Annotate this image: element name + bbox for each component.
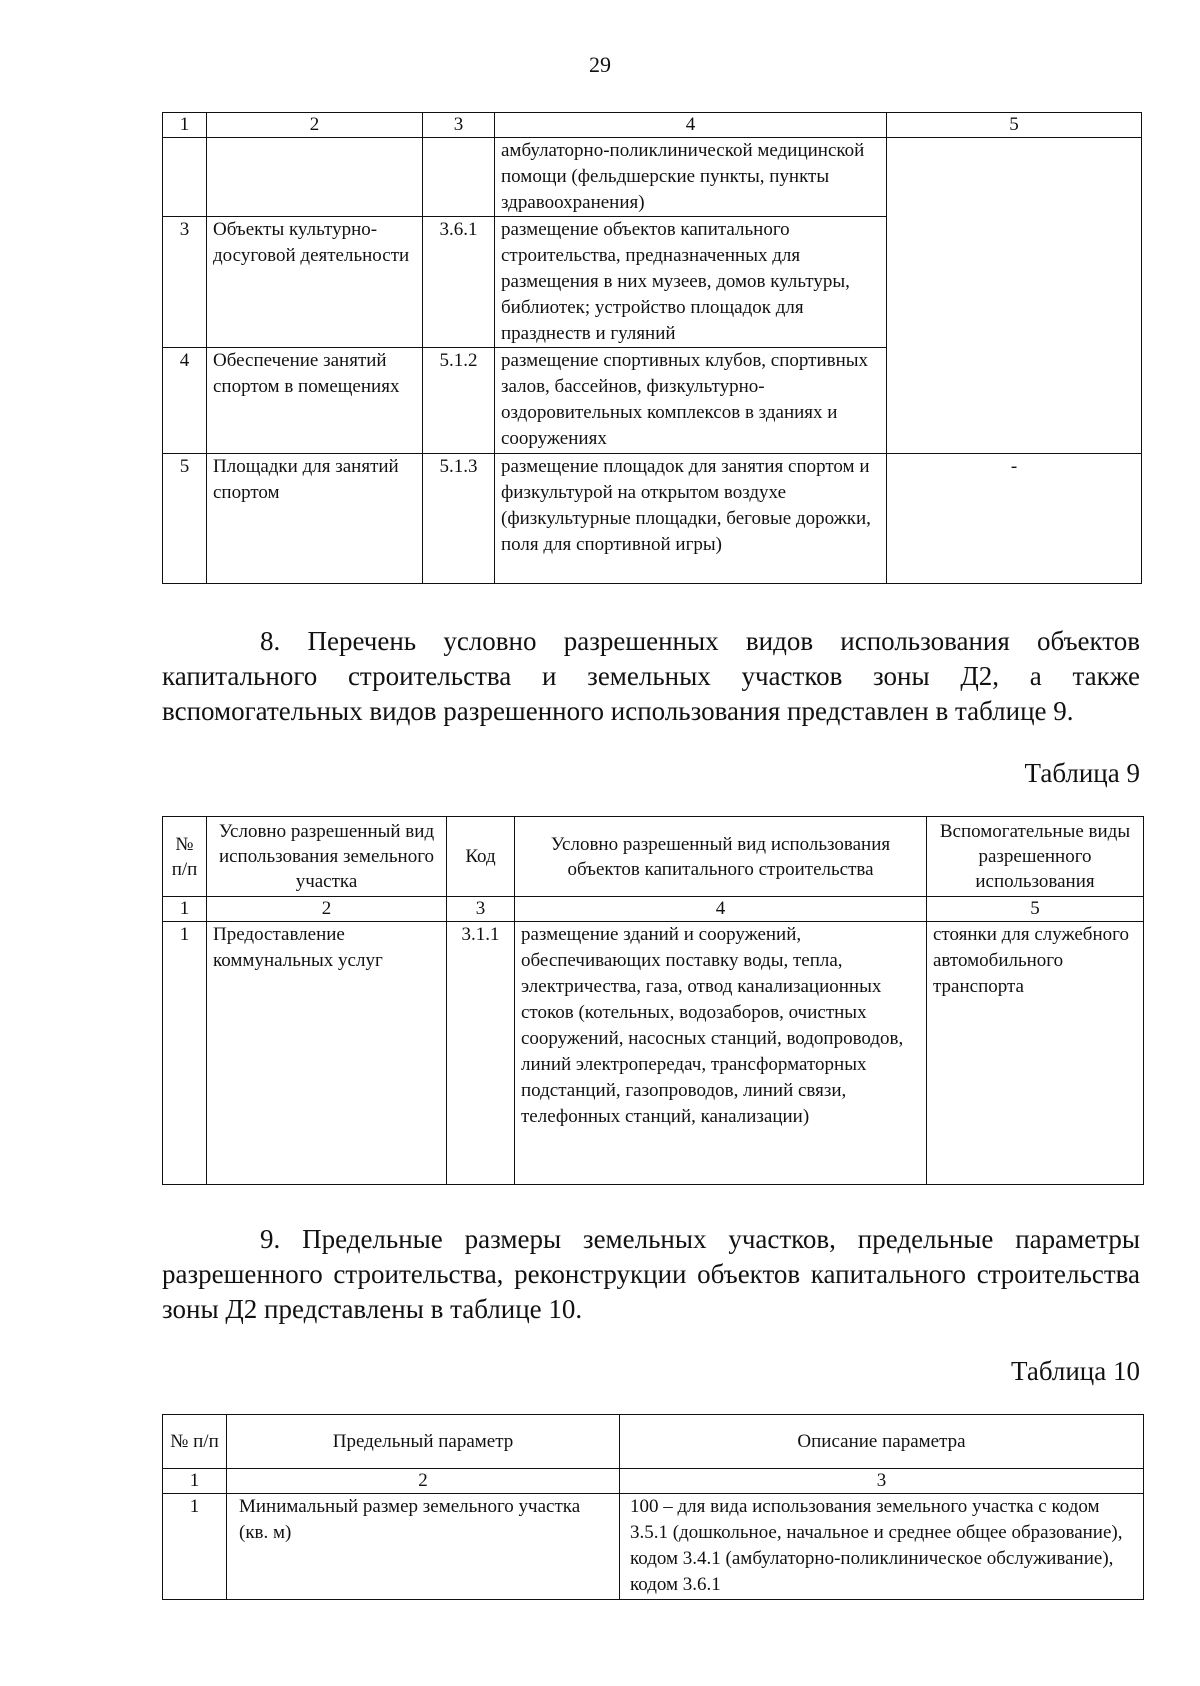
row-description: амбулаторно-поликлинической медицинской помощи (фельдшерские пункты, пункты здравоохранения) bbox=[495, 138, 887, 217]
row-number: 1 bbox=[163, 1494, 227, 1600]
row-description: 100 – для вида использования земельного участка с кодом 3.5.1 (дошкольное, начальное и среднее общее образование), кодом 3.4.1 (амбулаторно-поликлиническое обслуживание), кодом 3.6.1 bbox=[620, 1494, 1144, 1600]
table-number-row bbox=[163, 1469, 1144, 1494]
table-10 bbox=[162, 1414, 1144, 1600]
col-number: 3 bbox=[423, 113, 495, 138]
row-description: размещение зданий и сооружений, обеспечивающих поставку воды, тепла, электричества, газа, отвод канализационных стоков (котельных, водозаборов, очистных сооружений, насосных станций, водопроводов, линий электропередач, трансформаторных подстанций, газопроводов, линий связи, телефонных станций, канализации) bbox=[515, 922, 927, 1185]
table-header-row bbox=[163, 817, 1144, 897]
page-number: 29 bbox=[589, 52, 611, 77]
row-name: Площадки для занятий спортом bbox=[207, 454, 423, 584]
row-aux: стоянки для служебного автомобильного транспорта bbox=[927, 922, 1144, 1185]
row-number: 4 bbox=[163, 348, 207, 454]
row-description: размещение площадок для занятия спортом и физкультурой на открытом воздухе (физкультурные площадки, беговые дорожки, поля для спортивной игры) bbox=[495, 454, 887, 584]
col-number: 5 bbox=[887, 113, 1142, 138]
row-number: 1 bbox=[163, 922, 207, 1185]
header-parameter: Предельный параметр bbox=[227, 1415, 620, 1469]
table-number-row bbox=[163, 897, 1144, 922]
col-number: 1 bbox=[163, 113, 207, 138]
table-9 bbox=[162, 816, 1144, 1185]
table-row bbox=[163, 138, 1142, 217]
col-number: 3 bbox=[620, 1469, 1144, 1494]
table-10-caption: Таблица 10 bbox=[1011, 1356, 1140, 1386]
row-name: Предоставление коммунальных услуг bbox=[207, 922, 447, 1185]
col-number: 4 bbox=[495, 113, 887, 138]
row-code: 5.1.2 bbox=[423, 348, 495, 454]
row-number: 5 bbox=[163, 454, 207, 584]
col-number: 3 bbox=[447, 897, 515, 922]
table-9-caption: Таблица 9 bbox=[1024, 758, 1140, 788]
col-number: 1 bbox=[163, 897, 207, 922]
row-number: 3 bbox=[163, 217, 207, 348]
col-number: 2 bbox=[207, 897, 447, 922]
row-code: 5.1.3 bbox=[423, 454, 495, 584]
header-code: Код bbox=[447, 817, 515, 897]
row-description: размещение спортивных клубов, спортивных залов, бассейнов, физкультурно-оздоровительных комплексов в зданиях и сооружениях bbox=[495, 348, 887, 454]
table-header-row bbox=[163, 113, 1142, 138]
table-row bbox=[163, 1494, 1144, 1600]
paragraph-9: 9. Предельные размеры земельных участков, предельные параметры разрешенного строительства, реконструкции объектов капитального строительства зоны Д2 представлены в таблице 10. bbox=[162, 1224, 1140, 1324]
header-land-use: Условно разрешенный вид использования земельного участка bbox=[207, 817, 447, 897]
table-8-continuation bbox=[162, 112, 1142, 584]
row-code: 3.6.1 bbox=[423, 217, 495, 348]
table-row bbox=[163, 454, 1142, 584]
row-parameter: Минимальный размер земельного участка (кв. м) bbox=[227, 1494, 620, 1600]
row-code: 3.1.1 bbox=[447, 922, 515, 1185]
header-description: Описание параметра bbox=[620, 1415, 1144, 1469]
header-number: № п/п bbox=[163, 817, 207, 897]
header-number: № п/п bbox=[163, 1415, 227, 1469]
table-row bbox=[163, 922, 1144, 1185]
col-number: 5 bbox=[927, 897, 1144, 922]
col-number: 4 bbox=[515, 897, 927, 922]
header-auxiliary: Вспомогательные виды разрешенного использования bbox=[927, 817, 1144, 897]
table-header-row bbox=[163, 1415, 1144, 1469]
row-name: Обеспечение занятий спортом в помещениях bbox=[207, 348, 423, 454]
col-number: 2 bbox=[227, 1469, 620, 1494]
row-name: Объекты культурно-досуговой деятельности bbox=[207, 217, 423, 348]
row-aux: - bbox=[887, 454, 1142, 584]
row-description: размещение объектов капитального строительства, предназначенных для размещения в них музеев, домов культуры, библиотек; устройство площадок для празднеств и гуляний bbox=[495, 217, 887, 348]
col-number: 2 bbox=[207, 113, 423, 138]
paragraph-8: 8. Перечень условно разрешенных видов использования объектов капитального строительства и земельных участков зоны Д2, а также вспомогательных видов разрешенного использования представлен в таблице 9. bbox=[162, 626, 1140, 726]
col-number: 1 bbox=[163, 1469, 227, 1494]
header-construction-use: Условно разрешенный вид использования объектов капитального строительства bbox=[515, 817, 927, 897]
